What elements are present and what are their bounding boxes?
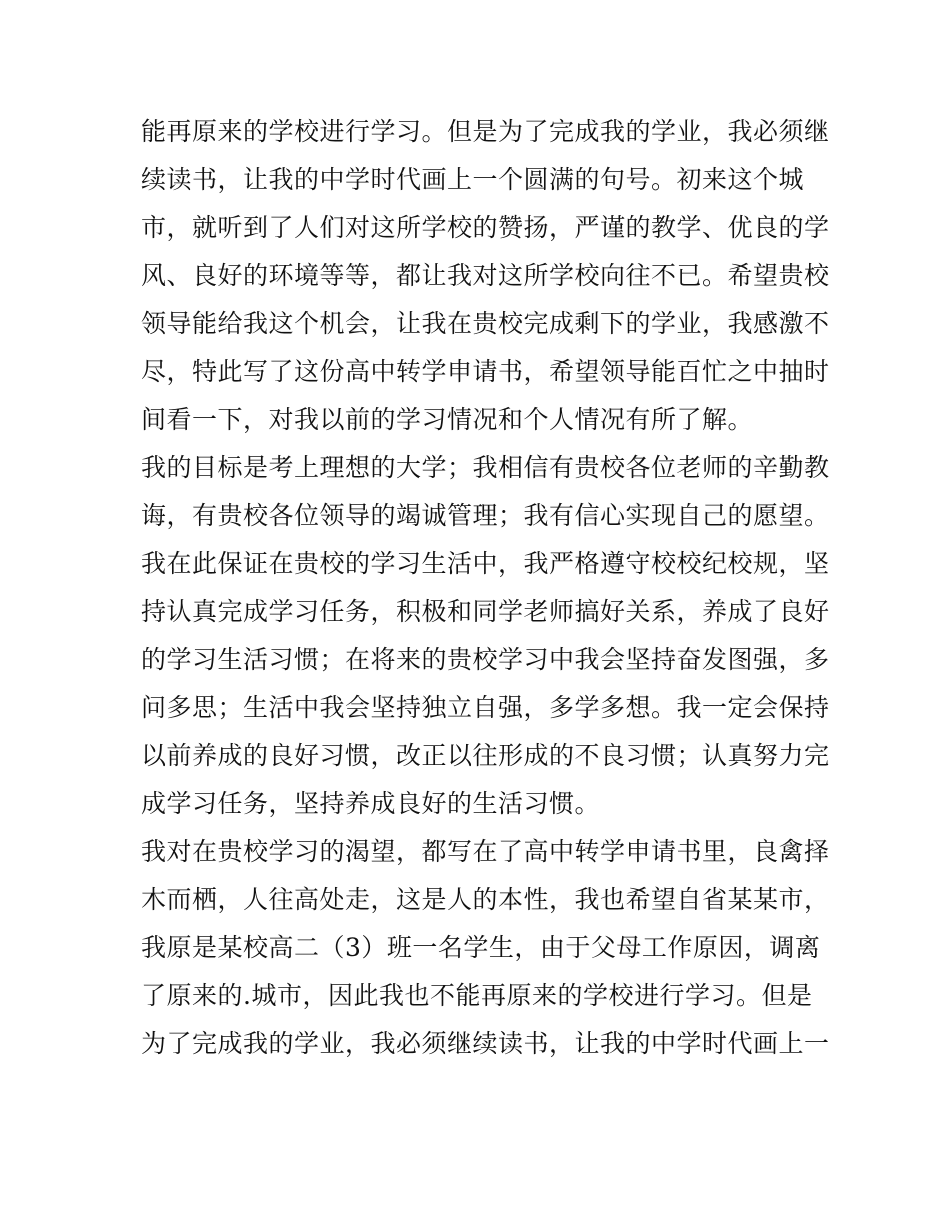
text-line: 我对在贵校学习的渴望，都写在了高中转学申请书里，良禽择 xyxy=(141,837,830,866)
text-line: 的学习生活习惯；在将来的贵校学习中我会坚持奋发图强，多 xyxy=(141,645,830,674)
text-line: 成学习任务，坚持养成良好的生活习惯。 xyxy=(141,789,601,818)
text-line: 间看一下，对我以前的学习情况和个人情况有所了解。 xyxy=(141,405,754,434)
text-line: 尽，特此写了这份高中转学申请书，希望领导能百忙之中抽时 xyxy=(141,357,830,386)
text-line: 领导能给我这个机会，让我在贵校完成剩下的学业，我感激不 xyxy=(141,309,830,338)
text-line: 了原来的.城市，因此我也不能再原来的学校进行学习。但是 xyxy=(141,981,813,1010)
text-line: 续读书，让我的中学时代画上一个圆满的句号。初来这个城 xyxy=(141,165,805,194)
text-line: 风、良好的环境等等，都让我对这所学校向往不已。希望贵校 xyxy=(141,261,830,290)
text-line: 我在此保证在贵校的学习生活中，我严格遵守校校纪校规，坚 xyxy=(141,549,830,578)
text-line: 诲，有贵校各位领导的竭诚管理；我有信心实现自己的愿望。 xyxy=(141,501,830,530)
text-line: 我的目标是考上理想的大学；我相信有贵校各位老师的辛勤教 xyxy=(141,453,830,482)
text-line: 持认真完成学习任务，积极和同学老师搞好关系，养成了良好 xyxy=(141,597,830,626)
text-line: 市，就听到了人们对这所学校的赞扬，严谨的教学、优良的学 xyxy=(141,213,830,242)
body-text xyxy=(141,108,831,1068)
text-line: 木而栖，人往高处走，这是人的本性，我也希望自省某某市， xyxy=(141,885,830,914)
text-line: 我原是某校高二（3）班一名学生，由于父母工作原因，调离 xyxy=(141,933,821,962)
text-line: 为了完成我的学业，我必须继续读书，让我的中学时代画上一 xyxy=(141,1029,830,1058)
text-line: 以前养成的良好习惯，改正以往形成的不良习惯；认真努力完 xyxy=(141,741,830,770)
text-line: 能再原来的学校进行学习。但是为了完成我的学业，我必须继 xyxy=(141,117,830,146)
text-line: 问多思；生活中我会坚持独立自强，多学多想。我一定会保持 xyxy=(141,693,830,722)
